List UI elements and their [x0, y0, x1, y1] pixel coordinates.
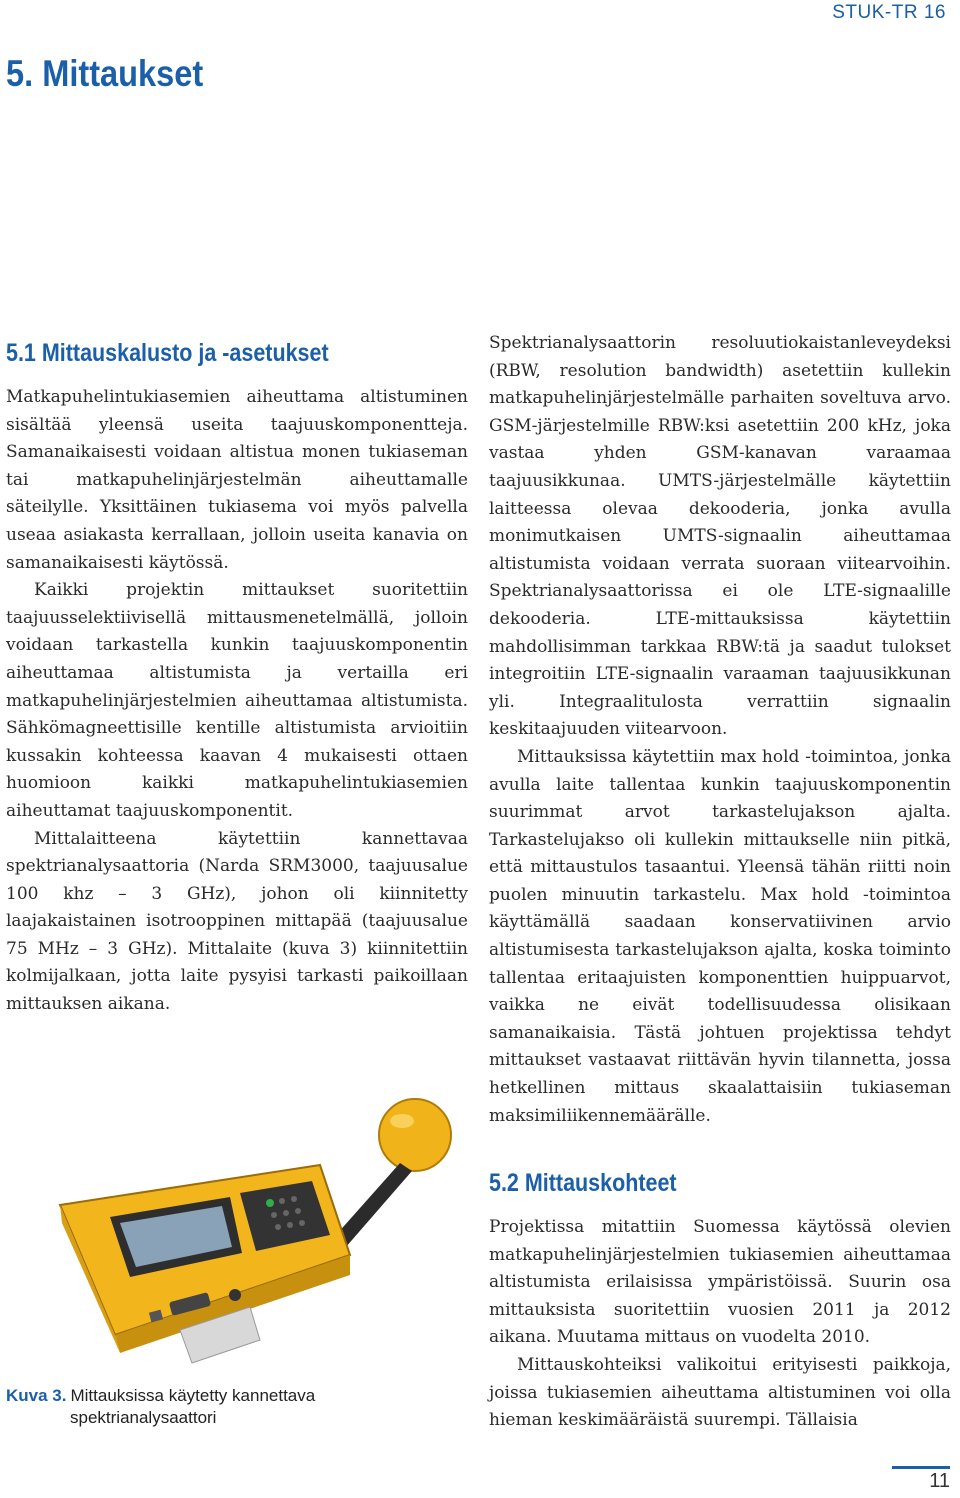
key: [279, 1198, 285, 1204]
round-connector: [229, 1289, 241, 1301]
key: [287, 1222, 293, 1228]
key: [295, 1208, 301, 1214]
figure-caption: [6, 1385, 446, 1429]
keypad-green-key: [266, 1199, 274, 1207]
key: [271, 1212, 277, 1218]
key: [275, 1224, 281, 1230]
paragraph: Mittalaitteena käytettiin kannettavaa spektrianalysaattoria (Narda SRM3000, taajuusalue 100 khz – 3 GHz), johon oli kiinnitetty laajakaistainen isotrooppinen mittapää (taajuusalue 75 MHz – 3 GHz). Mittalaite (kuva 3) kiinnitettiin kolmijalkaan, jotta laite pysyisi tarkasti paikoillaan mittauksen aikana.: [6, 828, 468, 1015]
device-illustration: [20, 1085, 470, 1385]
left-column-text: [6, 384, 468, 1019]
chapter-title: 5. Mittaukset: [6, 53, 204, 94]
section-title-5-2: 5.2 Mittauskohteet: [489, 1169, 677, 1197]
section-title-5-1: 5.1 Mittauskalusto ja -asetukset: [6, 339, 329, 367]
footer-rule: [892, 1466, 950, 1469]
paragraph: Mittauksissa käytettiin max hold -toimintoa, jonka avulla laite tallentaa kunkin taajuuskomponentin suurimmat arvot tarkastelujakson ajalta. Tarkastelujakso oli kullekin mittaukselle niin pitkä, että mittaustulos tasaantui. Yleensä tähän riitti noin puolen minuutin tarkastelu. Max hold -toimintoa käyttämällä saadaan konservatiivinen arvio altistumisesta tarkastelujakson ajalta, koska toiminto tallentaa eritaajuisten komponenttien huippuarvot, vaikka ne eivät todellisuudessa olisikaan samanaikaisia. Tästä johtuen projektissa tehdyt mittaukset vastaavat riittävän hyvin tilannetta, jossa hetkellinen mittaus skaalattaisiin tukiaseman maksimiliikennemäärälle.: [489, 746, 951, 1126]
caption-line-1: Mittauksissa käytetty kannettava: [70, 1386, 316, 1405]
key: [283, 1210, 289, 1216]
page-number: 11: [929, 1470, 950, 1492]
paragraph: Matkapuhelintukiasemien aiheuttama altistuminen sisältää yleensä useita taajuuskomponentteja. Samanaikaisesti voidaan altistua monen tukiaseman tai matkapuhelinjärjestelmän aiheuttamalle säteilylle. Yksittäinen tukiasema voi myös palvella useaa asiakasta kerrallaan, jolloin useita kanavia on samanaikaisesti käytössä.: [6, 387, 468, 573]
probe-sphere: [379, 1099, 451, 1171]
figure-label: Kuva 3.: [6, 1386, 67, 1405]
probe-highlight: [390, 1114, 414, 1128]
paragraph: Spektrianalysaattorin resoluutiokaistanleveydeksi (RBW, resolution bandwidth) asetettiin kullekin matkapuhelinjärjestelmälle parhaiten soveltuva arvo. GSM-järjestelmille RBW:ksi asetettiin 200 kHz, joka vastaa yhden GSM-kanavan varaamaa taajuusikkunaa. UMTS-järjestelmälle käytettiin laitteessa olevaa dekooderia, jonka avulla monimutkaisen UMTS-signaalin aiheuttamaa altistumista voidaan verrata suoraan viitearvoihin. Spektrianalysaattorissa ei ole LTE-signaalille dekooderia. LTE-mittauksissa käytettiin mahdollisimman tarkkaa RBW:tä ja saadut tulokset integroitiin LTE-signaalin varaaman taajuusikkunan yli. Integraalitulosta verrattiin signaalin keskitaajuuden viitearvoon.: [489, 333, 951, 740]
section-5-2-text: [489, 1214, 951, 1435]
paragraph: Mittauskohteiksi valikoitui erityisesti paikkoja, joissa tukiasemien aiheuttama altistuminen voi olla hieman keskimääräistä suurempi. Tällaisia: [489, 1354, 951, 1431]
key: [299, 1220, 305, 1226]
caption-line-2: spektrianalysaattori: [70, 1408, 217, 1427]
paragraph: Kaikki projektin mittaukset suoritettiin taajuusselektiivisellä mittausmenetelmällä, jolloin voidaan tarkastella kunkin taajuuskomponentin aiheuttamaa altistumista ja vertailla eri matkapuhelinjärjestelmien aiheuttamaa altistumista. Sähkömagneettisille kentille altistumista arvioitiin kussakin kohteessa kaavan 4 mukaisesti ottaen huomioon kaikki matkapuhelintukiasemien aiheuttamat taajuuskomponentit.: [6, 580, 468, 821]
key: [291, 1196, 297, 1202]
paragraph: Projektissa mitattiin Suomessa käytössä olevien matkapuhelinjärjestelmien tukiasemien aiheuttamaa altistumista erilaisissa ympäristöissä. Suurin osa mittauksista suoritettiin vuosien 2011 ja 2012 aikana. Muutama mittaus on vuodelta 2010.: [489, 1217, 951, 1348]
document-code: STUK-TR 16: [832, 2, 946, 23]
right-column-text: [489, 330, 951, 1130]
spectrum-analyzer-device-icon: [20, 1085, 470, 1385]
